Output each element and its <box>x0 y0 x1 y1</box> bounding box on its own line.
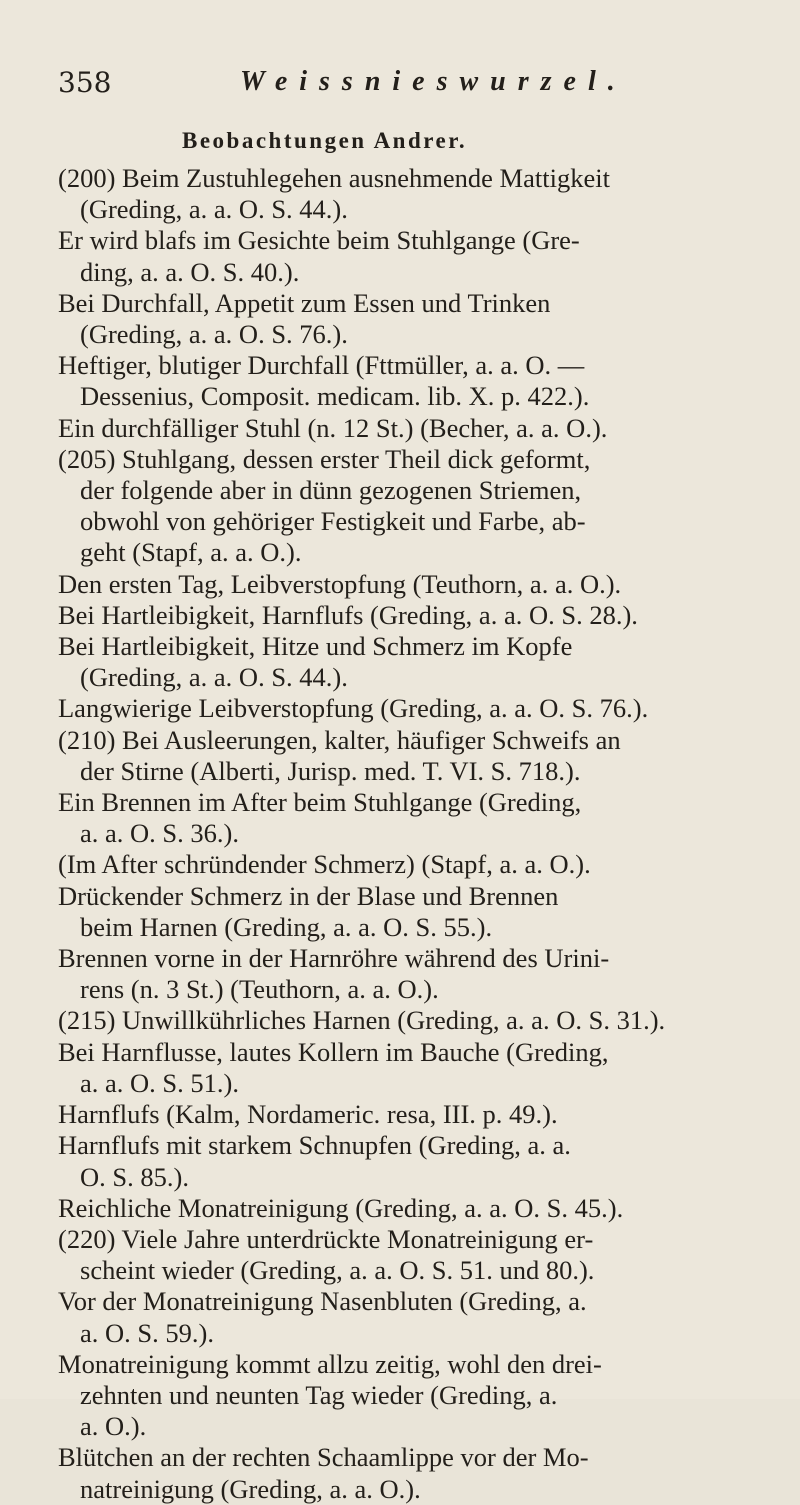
text-line: Blütchen an der rechten Schaamlippe vor der Mo- <box>58 1442 589 1473</box>
text-line: Reichliche Monatreinigung (Greding, a. a. O. S. 45.). <box>58 1192 624 1223</box>
text-line: Harnflufs (Kalm, Nordameric. resa, III. p. 49.). <box>58 1099 558 1130</box>
text-line: Ein durchfälliger Stuhl (n. 12 St.) (Becher, a. a. O.). <box>58 412 608 443</box>
text-line: (220) Viele Jahre unterdrückte Monatreinigung er- <box>58 1223 594 1254</box>
text-line: (Greding, a. a. O. S. 44.). <box>80 194 348 225</box>
text-line: a. a. O. S. 51.). <box>80 1067 239 1098</box>
text-line: a. a. O. S. 36.). <box>80 818 239 849</box>
text-line: (215) Unwillkührliches Harnen (Greding, a. a. O. S. 31.). <box>58 1005 666 1036</box>
running-title: Weissnieswurzel. <box>240 66 627 97</box>
text-line: Brennen vorne in der Harnröhre während des Urini- <box>58 943 610 974</box>
text-line: Heftiger, blutiger Durchfall (Fttmüller, a. a. O. — <box>58 350 585 381</box>
text-line: (Im After schründender Schmerz) (Stapf, a. a. O.). <box>58 849 591 880</box>
text-line: scheint wieder (Greding, a. a. O. S. 51. und 80.). <box>80 1255 595 1286</box>
text-line: (Greding, a. a. O. S. 44.). <box>80 662 348 693</box>
text-line: ding, a. a. O. S. 40.). <box>80 256 300 287</box>
text-line: geht (Stapf, a. a. O.). <box>80 537 302 568</box>
text-line: Den ersten Tag, Leibverstopfung (Teuthorn, a. a. O.). <box>58 568 622 599</box>
section-heading: Beobachtungen Andrer. <box>182 128 468 153</box>
text-line: Bei Hartleibigkeit, Harnflufs (Greding, a. a. O. S. 28.). <box>58 599 638 630</box>
text-line: Bei Hartleibigkeit, Hitze und Schmerz im Kopfe <box>58 631 573 662</box>
text-line: obwohl von gehöriger Festigkeit und Farbe, ab- <box>80 506 586 537</box>
text-line: a. O.). <box>80 1411 147 1442</box>
text-line: Vor der Monatreinigung Nasenbluten (Greding, a. <box>58 1286 587 1317</box>
text-line: natreinigung (Greding, a. a. O.). <box>80 1473 421 1504</box>
text-line: rens (n. 3 St.) (Teuthorn, a. a. O.). <box>80 974 439 1005</box>
text-line: (Greding, a. a. O. S. 76.). <box>80 319 348 350</box>
text-line: (200) Beim Zustuhlegehen ausnehmende Mattigkeit <box>58 163 610 193</box>
text-line: Drückender Schmerz in der Blase und Brennen <box>58 880 559 911</box>
text-line: O. S. 85.). <box>80 1161 189 1192</box>
running-head <box>58 66 627 106</box>
text-line: zehnten und neunten Tag wieder (Greding, a. <box>80 1379 558 1410</box>
text-line: (205) Stuhlgang, dessen erster Theil dick geformt, <box>58 443 591 474</box>
text-line: Harnflufs mit starkem Schnupfen (Greding, a. a. <box>58 1130 571 1161</box>
page-number: 358 <box>58 66 112 99</box>
text-line: Ein Brennen im After beim Stuhlgange (Greding, <box>58 787 582 818</box>
text-line: der folgende aber in dünn gezogenen Striemen, <box>80 475 582 506</box>
text-line: der Stirne (Alberti, Jurisp. med. T. VI. S. 718.). <box>80 755 581 786</box>
text-line: Langwierige Leibverstopfung (Greding, a. a. O. S. 76.). <box>58 693 649 724</box>
body-text <box>58 163 778 1505</box>
text-line: Bei Harnflusse, lautes Kollern im Bauche (Greding, <box>58 1036 609 1067</box>
text-line: Er wird blafs im Gesichte beim Stuhlgange (Gre- <box>58 225 580 256</box>
text-line: Monatreinigung kommt allzu zeitig, wohl den drei- <box>58 1348 602 1379</box>
text-line: beim Harnen (Greding, a. a. O. S. 55.). <box>80 911 493 942</box>
text-line: Bei Durchfall, Appetit zum Essen und Trinken <box>58 287 551 318</box>
text-line: Dessenius, Composit. medicam. lib. X. p. 422.). <box>80 381 590 412</box>
text-line: (210) Bei Ausleerungen, kalter, häufiger Schweifs an <box>58 724 621 755</box>
text-line: a. O. S. 59.). <box>80 1317 214 1348</box>
